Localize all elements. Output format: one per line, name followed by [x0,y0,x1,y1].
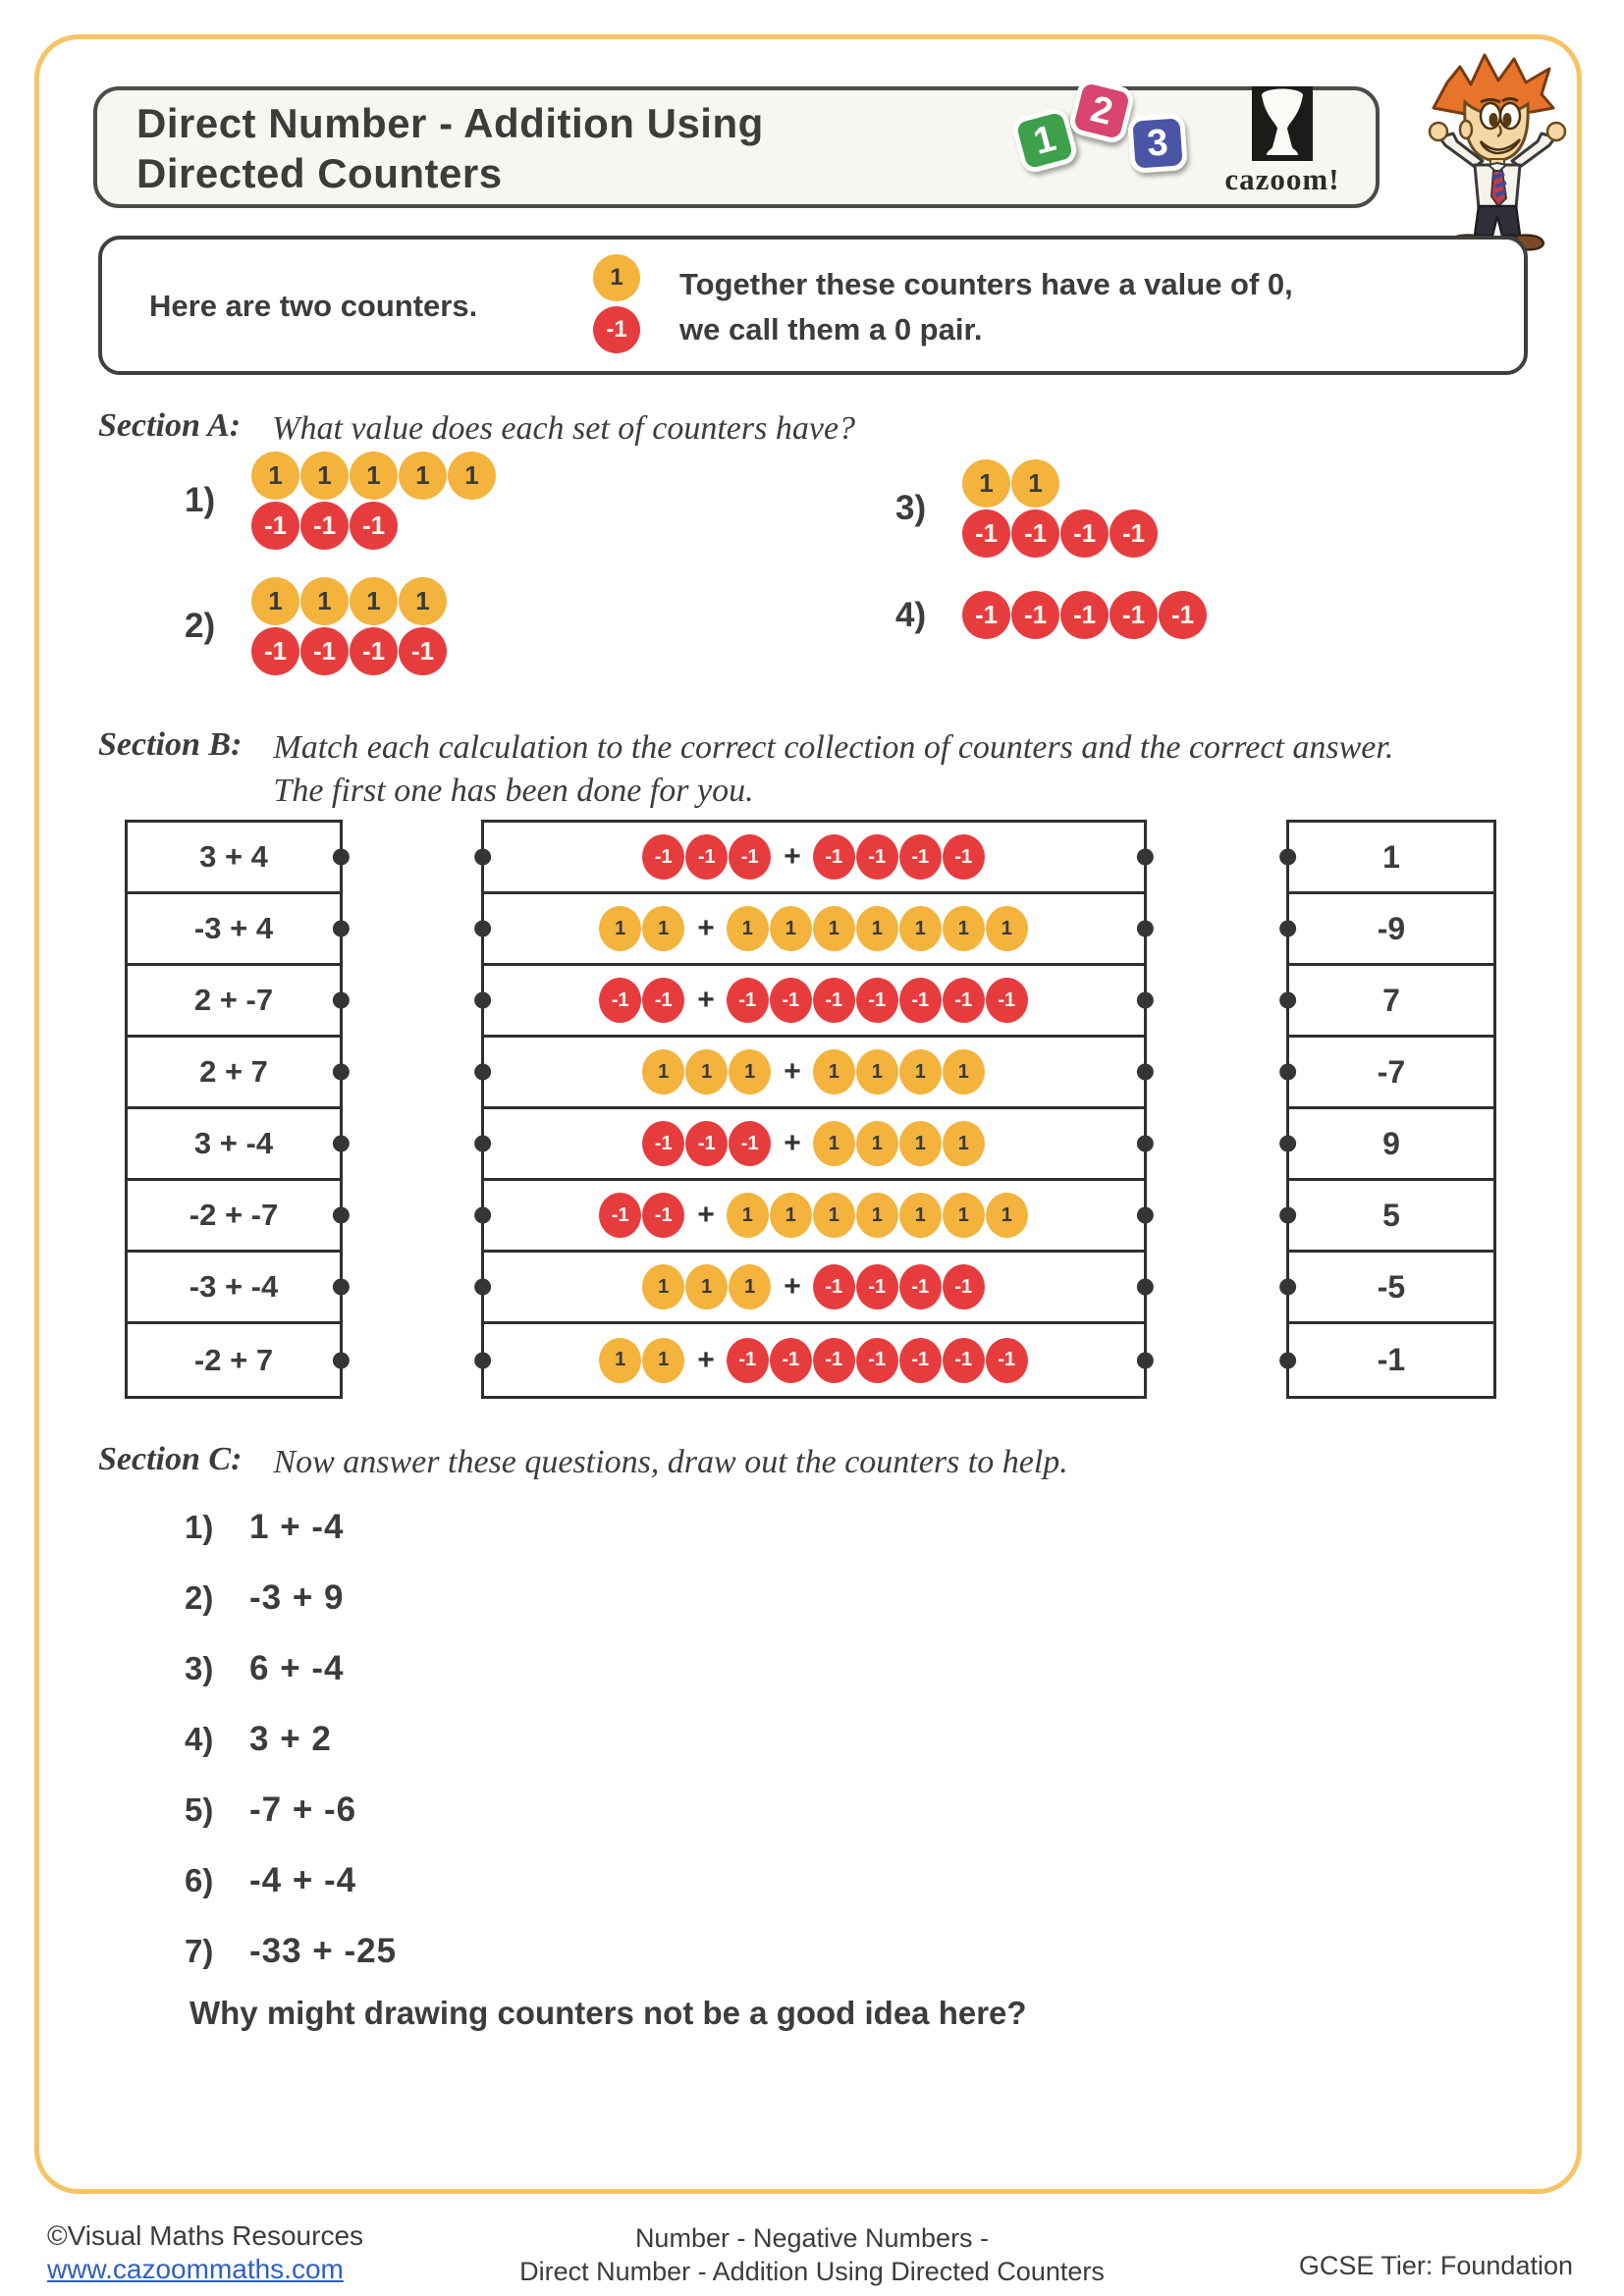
counter-set [962,591,1208,639]
section-c-question [185,1845,397,1916]
counter-row [251,502,399,550]
counter-row [727,906,1029,951]
negative-counter: -1 [729,834,771,880]
negative-counter: -1 [727,978,769,1023]
connector-dot[interactable] [474,1064,491,1081]
counter-row [251,452,497,500]
answers-column [1286,820,1496,1399]
negative-counter: -1 [899,834,942,880]
section-a-question-1 [185,452,497,550]
answer-cell [1289,823,1493,894]
connector-dot[interactable] [1137,1279,1154,1296]
section-c-question [185,1633,397,1704]
counter-expression [642,1264,986,1309]
calculation-text: -2 + 7 [193,1342,274,1377]
plus-sign: + [784,840,801,873]
negative-counter: -1 [943,978,985,1023]
negative-counter: -1 [1110,509,1158,558]
counter-collection-cell [484,894,1144,966]
positive-counter: 1 [251,577,299,625]
negative-counter: -1 [729,1121,771,1166]
question-number: 3) [185,1650,214,1686]
negative-counter: -1 [962,509,1010,558]
answer-cell [1289,1109,1493,1181]
number-tile-1-icon: 1 [1009,105,1079,175]
negative-counter: -1 [1110,591,1158,639]
answer-cell [1289,1253,1493,1324]
counter-row [599,1338,685,1383]
plus-sign: + [697,984,715,1016]
positive-counter: 1 [300,577,349,625]
question-number: 1) [185,1509,214,1545]
negative-counter: -1 [1011,591,1059,639]
negative-counter: -1 [399,627,447,675]
counter-row [251,577,448,625]
section-b-instruction [273,726,1393,813]
answer-text: -5 [1377,1268,1406,1305]
negative-counter: -1 [251,502,299,550]
connector-dot[interactable] [474,1136,491,1152]
positive-counter: 1 [642,906,684,951]
calculation-text: -3 + -4 [189,1269,279,1304]
counter-expression [599,1338,1029,1383]
negative-counter: -1 [899,978,942,1023]
connector-dot[interactable] [1137,921,1154,937]
counter-row [599,906,685,951]
negative-counter: -1 [813,978,855,1023]
negative-counter: -1 [943,1264,985,1309]
negative-counter: -1 [856,834,898,880]
positive-counter: 1 [599,1338,641,1383]
connector-dot[interactable] [474,1352,491,1368]
counter-expression [642,1121,986,1166]
positive-counter: 1 [943,1049,985,1095]
counter-row [813,834,986,880]
plus-sign: + [697,1199,715,1231]
question-expression: 6 + -4 [249,1649,345,1687]
answer-text: 5 [1382,1197,1400,1233]
connector-dot[interactable] [1137,849,1154,866]
counter-expression [599,906,1029,951]
calculation-cell [128,966,340,1038]
negative-counter: -1 [727,1338,769,1383]
footer-website-link[interactable]: www.cazoommaths.com [47,2254,344,2284]
section-a-question-2 [185,577,448,675]
question-number: 2) [185,1579,214,1616]
positive-counter: 1 [642,1049,684,1095]
answer-text: 9 [1382,1125,1400,1161]
section-b-instruction-line2: The first one has been done for you. [273,773,754,809]
positive-counter: 1 [685,1049,728,1095]
counter-set [962,459,1159,558]
mascot-character [1406,43,1587,259]
footer-copyright: ©Visual Maths Resources [47,2220,364,2251]
calculation-text: 3 + 4 [199,839,268,874]
header-box [93,86,1380,208]
counter-collections-column [481,820,1147,1399]
intro-box [98,236,1528,375]
counter-expression [599,978,1029,1023]
question-number: 2) [185,607,216,645]
negative-counter: -1 [251,627,299,675]
calculation-cell [128,894,340,966]
connector-dot[interactable] [1279,992,1296,1009]
connector-dot[interactable] [333,1064,350,1081]
question-number: 5) [185,1791,214,1828]
positive-counter: 1 [770,906,812,951]
positive-counter: 1 [813,1121,855,1166]
counter-row [642,1049,772,1095]
positive-counter: 1 [729,1049,771,1095]
positive-counter: 1 [685,1264,728,1309]
negative-counter: -1 [943,834,985,880]
counter-row [727,1338,1029,1383]
positive-counter: 1 [856,1121,898,1166]
connector-dot[interactable] [1279,849,1296,866]
question-number: 3) [895,489,927,527]
connector-dot[interactable] [333,1279,350,1296]
connector-dot[interactable] [474,1207,491,1224]
section-a-heading [98,407,855,451]
section-c-question [185,1916,397,1987]
cazoom-brand-text: cazoom! [1224,162,1340,196]
counter-collection-cell [484,1324,1144,1396]
positive-counter: 1 [350,577,398,625]
negative-counter: -1 [685,834,728,880]
section-b-heading [98,726,1393,813]
intro-right-line2: we call them a 0 pair. [679,312,983,347]
counter-row [727,978,1029,1023]
connector-dot[interactable] [333,1136,350,1152]
plus-sign: + [784,1055,801,1088]
cazoom-logo [1218,86,1347,197]
positive-counter: 1 [986,1193,1028,1238]
negative-counter: -1 [642,1193,684,1238]
counter-collection-cell [484,1253,1144,1324]
positive-counter: 1 [813,1049,855,1095]
positive-counter: 1 [813,1193,855,1238]
counter-row [642,1264,772,1309]
answer-cell [1289,894,1493,966]
connector-dot[interactable] [474,921,491,937]
calculation-text: 2 + -7 [193,983,274,1017]
plus-sign: + [784,1270,801,1303]
counter-collection-cell [484,1181,1144,1253]
question-expression: -4 + -4 [249,1861,357,1899]
calculation-cell [128,1253,340,1324]
counter-collection-cell [484,1109,1144,1181]
footer-center [321,2221,1303,2288]
negative-counter: -1 [350,502,398,550]
calculation-cell [128,1181,340,1253]
negative-counter: -1 [943,1338,985,1383]
intro-right-line1: Together these counters have a value of 0, [679,267,1293,301]
positive-counter: 1 [1011,459,1059,507]
answer-text: -9 [1377,910,1406,946]
counter-row [642,834,772,880]
calculations-column [125,820,343,1399]
negative-counter: -1 [899,1338,942,1383]
positive-counter: 1 [899,1121,942,1166]
question-number: 7) [185,1933,214,1969]
section-a-instruction: What value does each set of counters have? [272,410,856,447]
section-c-question-list [185,1492,397,1987]
counter-collection-cell [484,823,1144,894]
zero-pair-counters [593,254,640,353]
positive-counter: 1 [642,1264,684,1309]
positive-counter: 1 [943,906,985,951]
negative-counter: -1 [350,627,398,675]
counter-row [962,591,1208,639]
section-a-question-3 [895,459,1159,558]
drum-icon [1252,86,1313,161]
positive-counter: 1 [770,1193,812,1238]
positive-counter: 1 [350,452,398,500]
positive-counter: 1 [251,452,299,500]
section-c-question [185,1704,397,1775]
positive-counter: 1 [448,452,496,500]
section-c-question [185,1563,397,1633]
answer-text: -1 [1377,1342,1406,1377]
negative-counter: -1 [856,1338,898,1383]
connector-dot[interactable] [333,1207,350,1224]
number-tile-2-icon: 2 [1067,77,1136,145]
counter-row [813,1264,986,1309]
positive-counter: 1 [899,1049,942,1095]
positive-counter: 1 [300,452,349,500]
calculation-text: 3 + -4 [193,1126,274,1160]
negative-counter: -1 [770,978,812,1023]
question-expression: -7 + -6 [249,1790,357,1829]
connector-dot[interactable] [474,1279,491,1296]
counter-row [251,627,448,675]
positive-counter: 1 [399,577,447,625]
section-c-heading [98,1441,1068,1484]
counter-expression [642,834,986,880]
counter-row [599,978,685,1023]
negative-counter: -1 [300,502,349,550]
page-title-line2: Directed Counters [136,150,503,196]
intro-right-text [679,262,1293,352]
section-c-question [185,1492,397,1563]
negative-counter: -1 [642,978,684,1023]
positive-counter: 1 [856,906,898,951]
negative-counter: -1 [1011,509,1059,558]
question-number: 4) [895,595,927,634]
connector-dot[interactable] [333,1352,350,1368]
connector-dot[interactable] [1137,1352,1154,1368]
counter-set [251,452,497,550]
positive-counter: 1 [943,1193,985,1238]
footer-topic-line1: Number - Negative Numbers - [634,2223,990,2253]
connector-dot[interactable] [474,849,491,866]
positive-counter: 1 [986,906,1028,951]
section-b-label: Section B: [98,726,243,763]
positive-counter: 1 [399,452,447,500]
negative-counter: -1 [962,591,1010,639]
section-c-label: Section C: [98,1441,243,1477]
footer-left [47,2219,363,2286]
answer-cell [1289,1038,1493,1109]
counter-row [642,1121,772,1166]
answer-cell [1289,1181,1493,1253]
negative-counter: -1 [1060,509,1109,558]
negative-counter: -1 [599,1193,641,1238]
connector-dot[interactable] [1137,1064,1154,1081]
connector-dot[interactable] [333,849,350,866]
negative-counter: -1 [642,1121,684,1166]
negative-counter: -1 [685,1121,728,1166]
positive-counter: 1 [727,1193,769,1238]
section-c-instruction: Now answer these questions, draw out the counters to help. [273,1444,1068,1480]
number-tile-3-icon: 3 [1127,113,1188,174]
question-expression: 3 + 2 [249,1720,332,1758]
negative-counter: -1 [813,834,855,880]
intro-left-text: Here are two counters. [149,289,478,323]
counter-set [251,577,448,675]
answer-text: 1 [1382,838,1400,875]
counter-collection-cell [484,966,1144,1038]
counter-expression [642,1049,986,1095]
calculation-cell [128,823,340,894]
positive-counter: 1 [599,906,641,951]
connector-dot[interactable] [1279,1064,1296,1081]
counter-row [962,509,1159,558]
answer-cell [1289,966,1493,1038]
footer-topic-line2: Direct Number - Addition Using Directed Counters [519,2257,1105,2286]
question-expression: 1 + -4 [249,1508,345,1546]
negative-counter: -1 [813,1264,855,1309]
calculation-cell [128,1038,340,1109]
negative-counter: -1 [770,1338,812,1383]
negative-counter: -1 [813,1338,855,1383]
positive-counter: 1 [729,1264,771,1309]
connector-dot[interactable] [1137,1207,1154,1224]
question-expression: -33 + -25 [249,1932,398,1970]
plus-sign: + [697,1343,715,1376]
page-title-line1: Direct Number - Addition Using [136,100,764,146]
connector-dot[interactable] [1137,1136,1154,1152]
counter-expression [599,1193,1029,1238]
positive-counter: 1 [856,1049,898,1095]
connector-dot[interactable] [1279,1136,1296,1152]
page-title [136,98,764,198]
answer-text: 7 [1382,982,1400,1018]
positive-counter: 1 [593,254,640,301]
negative-counter: -1 [593,306,640,353]
section-a-question-4 [895,591,1208,639]
answer-cell [1289,1324,1493,1396]
counter-row [962,459,1060,507]
positive-counter: 1 [943,1121,985,1166]
counter-collection-cell [484,1038,1144,1109]
connector-dot[interactable] [333,921,350,937]
section-c-question [185,1775,397,1845]
connector-dot[interactable] [1279,1207,1296,1224]
positive-counter: 1 [962,459,1010,507]
positive-counter: 1 [899,1193,942,1238]
final-question: Why might drawing counters not be a good idea here? [189,1995,1027,2031]
counter-row [813,1049,986,1095]
section-a-label: Section A: [98,407,242,444]
connector-dot[interactable] [1279,921,1296,937]
negative-counter: -1 [986,1338,1028,1383]
calculation-cell [128,1324,340,1396]
calculation-cell [128,1109,340,1181]
negative-counter: -1 [1159,591,1207,639]
negative-counter: -1 [642,834,684,880]
connector-dot[interactable] [1279,1279,1296,1296]
question-number: 6) [185,1862,214,1898]
negative-counter: -1 [986,978,1028,1023]
positive-counter: 1 [899,906,942,951]
positive-counter: 1 [642,1338,684,1383]
footer-tier: GCSE Tier: Foundation [1298,2251,1573,2280]
calculation-text: -3 + 4 [193,911,274,945]
negative-counter: -1 [899,1264,942,1309]
connector-dot[interactable] [333,992,350,1009]
positive-counter: 1 [727,906,769,951]
section-b-instruction-line1: Match each calculation to the correct collection of counters and the correct answer. [273,729,1394,766]
question-number: 4) [185,1721,214,1757]
counter-row [813,1121,986,1166]
calculation-text: -2 + -7 [189,1198,279,1232]
positive-counter: 1 [856,1193,898,1238]
plus-sign: + [697,912,715,944]
answer-text: -7 [1377,1053,1406,1090]
plus-sign: + [784,1127,801,1159]
connector-dot[interactable] [474,992,491,1009]
positive-counter: 1 [813,906,855,951]
negative-counter: -1 [856,978,898,1023]
counter-row [727,1193,1029,1238]
negative-counter: -1 [300,627,349,675]
negative-counter: -1 [599,978,641,1023]
negative-counter: -1 [1060,591,1109,639]
question-expression: -3 + 9 [249,1578,345,1617]
question-number: 1) [185,481,216,519]
calculation-text: 2 + 7 [199,1054,268,1089]
counter-row [599,1193,685,1238]
connector-dot[interactable] [1137,992,1154,1009]
negative-counter: -1 [856,1264,898,1309]
connector-dot[interactable] [1279,1352,1296,1368]
